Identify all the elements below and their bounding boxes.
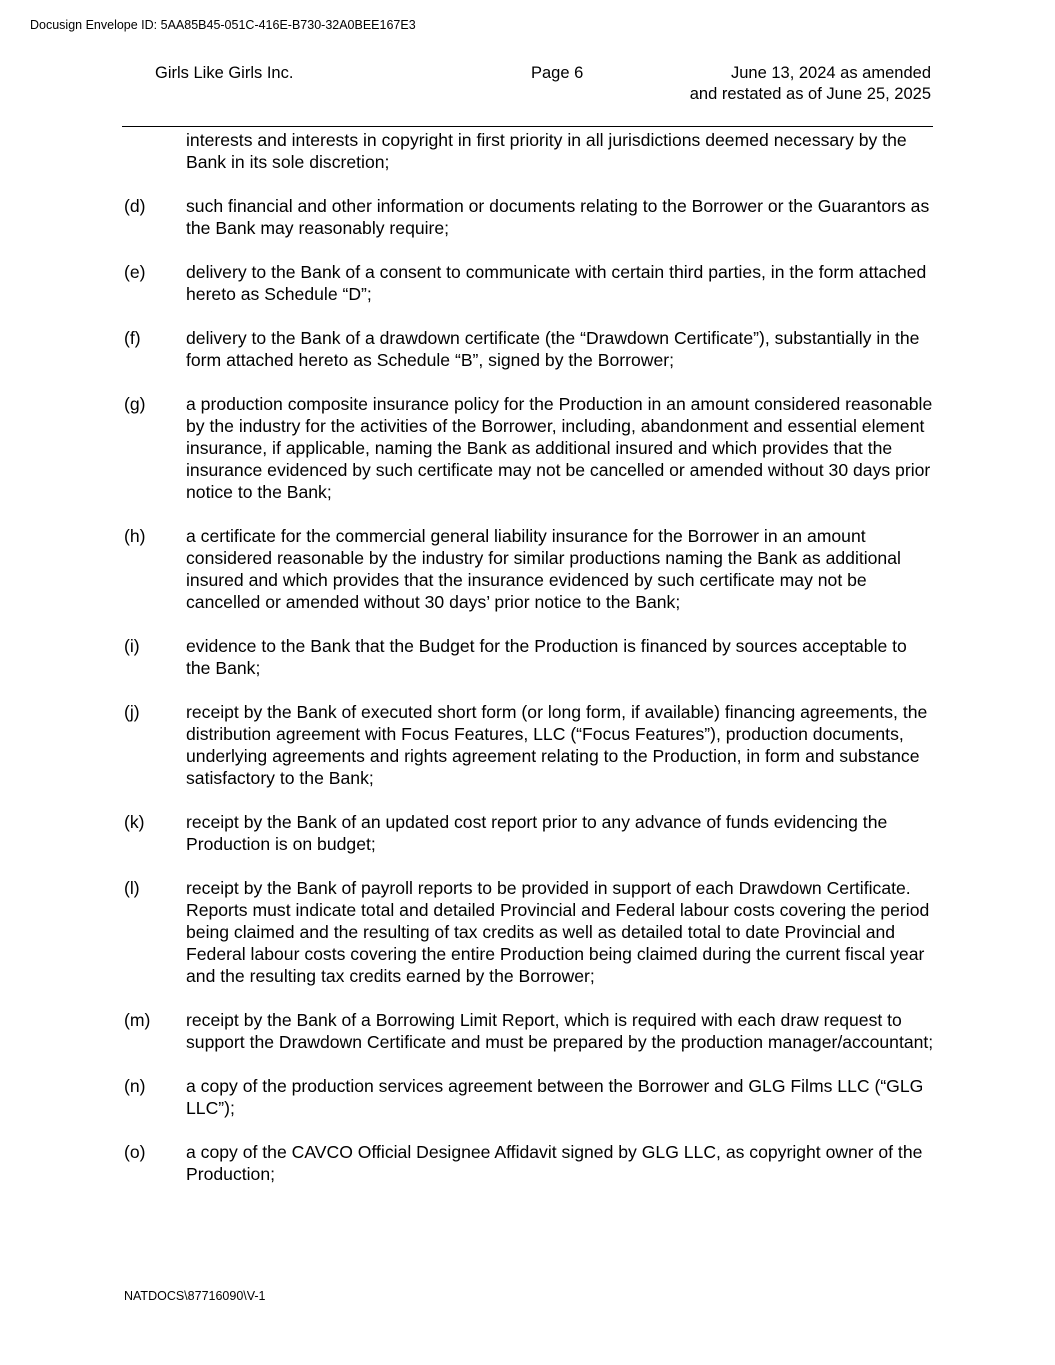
- clause-text: receipt by the Bank of an updated cost report prior to any advance of funds evidencing the Production is on budget;: [186, 812, 888, 854]
- clause-text: receipt by the Bank of payroll reports to be provided in support of each Drawdown Certificate. Reports must indicate total and detailed Provincial and Federal labour costs covering the period being claimed and the resulting of tax credits as well as detailed total to date Provincial and Federal labour costs covering the entire Production being claimed during the current fiscal year and the resulting tax credits earned by the Borrower;: [186, 878, 930, 986]
- clause-n: [124, 1075, 936, 1119]
- header-company: Girls Like Girls Inc.: [155, 64, 294, 82]
- clause-text: a certificate for the commercial general liability insurance for the Borrower in an amount considered reasonable by the industry for similar productions naming the Bank as additional insured and which provides that the insurance evidenced by such certificate may not be cancelled or amended without 30 days’ prior notice to the Bank;: [186, 526, 901, 612]
- clause-text: a copy of the CAVCO Official Designee Affidavit signed by GLG LLC, as copyright owner of the Production;: [186, 1142, 923, 1184]
- clause-label: (d): [124, 196, 146, 216]
- clause-l: [124, 877, 936, 987]
- continued-clause-text: interests and interests in copyright in first priority in all jurisdictions deemed necessary by the Bank in its sole discretion;: [186, 130, 907, 172]
- clause-label: (n): [124, 1076, 146, 1096]
- header-page-number: Page 6: [531, 64, 584, 82]
- clause-label: (i): [124, 636, 140, 656]
- clause-m: [124, 1009, 936, 1053]
- clause-text: a production composite insurance policy for the Production in an amount considered reasonable by the industry for the activities of the Borrower, including, abandonment and essential element insurance, if applicable, naming the Bank as additional insured and which provides that the insurance evidenced by such certificate may not be cancelled or amended without 30 days prior notice to the Bank;: [186, 394, 933, 502]
- header-date-line1: June 13, 2024 as amended: [731, 64, 931, 82]
- header-date: [690, 63, 931, 105]
- clause-text: receipt by the Bank of a Borrowing Limit Report, which is required with each draw request to support the Drawdown Certificate and must be prepared by the production manager/accountant;: [186, 1010, 934, 1052]
- clause-label: (m): [124, 1010, 151, 1030]
- clause-text: such financial and other information or documents relating to the Borrower or the Guarantors as the Bank may reasonably require;: [186, 196, 930, 238]
- clause-j: [124, 701, 936, 789]
- header-date-line2: and restated as of June 25, 2025: [689, 85, 931, 103]
- clause-label: (h): [124, 526, 146, 546]
- clause-text: a copy of the production services agreement between the Borrower and GLG Films LLC (“GLG LLC”);: [186, 1076, 924, 1118]
- clause-label: (j): [124, 702, 140, 722]
- clause-k: [124, 811, 936, 855]
- clause-text: delivery to the Bank of a consent to communicate with certain third parties, in the form attached hereto as Schedule “D”;: [186, 262, 927, 304]
- clause-f: [124, 327, 936, 371]
- clause-text: evidence to the Bank that the Budget for the Production is financed by sources acceptable to the Bank;: [186, 636, 907, 678]
- clause-label: (e): [124, 262, 146, 282]
- header-divider: [122, 126, 933, 127]
- clause-label: (l): [124, 878, 140, 898]
- document-body: [124, 129, 936, 1207]
- document-footer-id: NATDOCS\87716090\V-1: [124, 1289, 266, 1303]
- clause-g: [124, 393, 936, 503]
- clause-e: [124, 261, 936, 305]
- clause-text: delivery to the Bank of a drawdown certificate (the “Drawdown Certificate”), substantially in the form attached hereto as Schedule “B”, signed by the Borrower;: [186, 328, 920, 370]
- docusign-envelope-id: Docusign Envelope ID: 5AA85B45-051C-416E-B730-32A0BEE167E3: [30, 18, 416, 32]
- clause-label: (k): [124, 812, 145, 832]
- clause-label: (g): [124, 394, 146, 414]
- clause-h: [124, 525, 936, 613]
- clause-o: [124, 1141, 936, 1185]
- clause-text: receipt by the Bank of executed short form (or long form, if available) financing agreements, the distribution agreement with Focus Features, LLC (“Focus Features”), production documents, underlying agreements and rights agreement relating to the Production, in form and substance satisfactory to the Bank;: [186, 702, 928, 788]
- clause-label: (f): [124, 328, 141, 348]
- clause-label: (o): [124, 1142, 146, 1162]
- clause-i: [124, 635, 936, 679]
- clause-d: [124, 195, 936, 239]
